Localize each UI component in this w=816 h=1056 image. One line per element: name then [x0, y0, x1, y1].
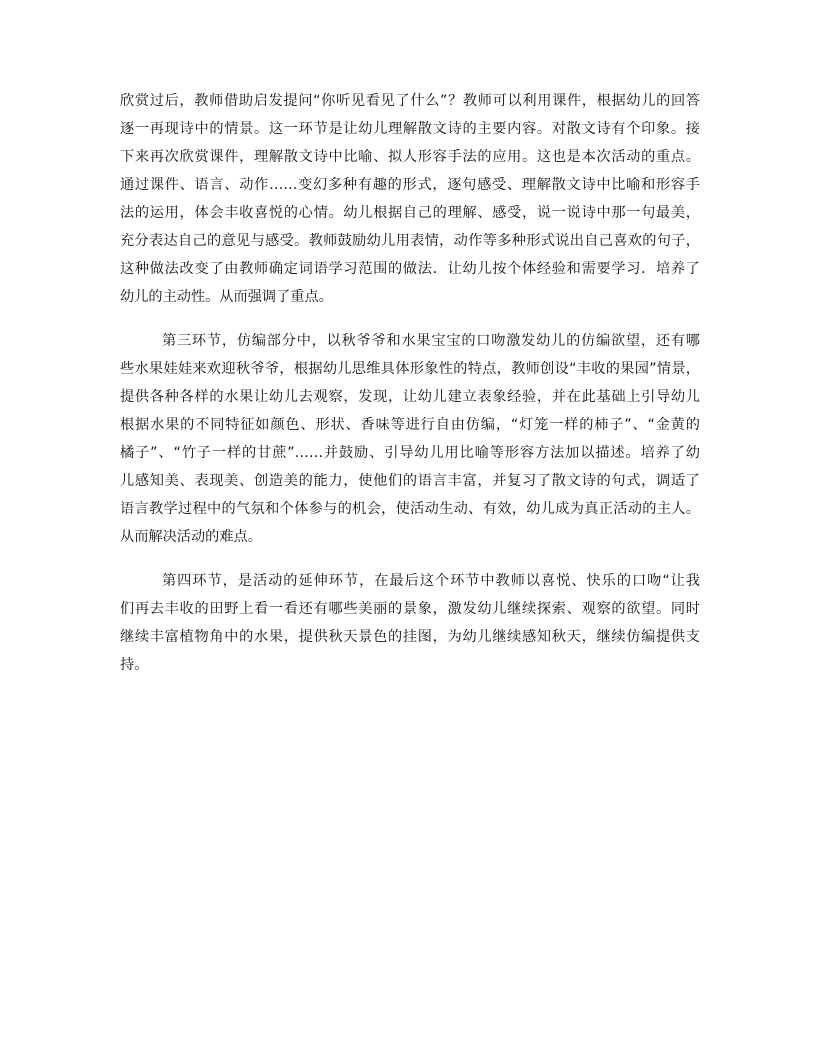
text-line: 通过课件、语言、动作……变幻多种有趣的形式，逐句感受、理解散文诗中比喻和形容手 — [120, 177, 700, 193]
text-line: 语言教学过程中的气氛和个体参与的机会，使活动生动、有效，幼儿成为真正活动的主人。 — [120, 501, 700, 517]
document-page — [120, 87, 700, 679]
text-line: 们再去丰收的田野上看一看还有哪些美丽的景象，激发幼儿继续探索、观察的欲望。同时 — [120, 601, 700, 617]
text-line: 逐一再现诗中的情景。这一环节是让幼儿理解散文诗的主要内容。对散文诗有个印象。接 — [120, 121, 700, 137]
text-line: 提供各种各样的水果让幼儿去观察，发现，让幼儿建立表象经验，并在此基础上引导幼儿 — [120, 389, 700, 405]
text-line: 继续丰富植物角中的水果，提供秋天景色的挂图，为幼儿继续感知秋天，继续仿编提供支 — [120, 629, 700, 645]
text-line: 橘子”、“竹子一样的甘蔗”……并鼓励、引导幼儿用比喻等形容方法加以描述。培养了幼 — [120, 445, 700, 461]
paragraph-2 — [120, 327, 700, 551]
text-line: 持。 — [120, 657, 149, 673]
text-line: 第四环节，是活动的延伸环节，在最后这个环节中教师以喜悦、快乐的口吻“让我 — [162, 573, 700, 589]
text-line: 欣赏过后，教师借助启发提问“你听见看见了什么”？教师可以利用课件，根据幼儿的回答 — [120, 93, 700, 109]
text-line: 下来再次欣赏课件，理解散文诗中比喻、拟人形容手法的应用。这也是本次活动的重点。 — [120, 149, 700, 165]
text-line: 这种做法改变了由教师确定词语学习范围的做法．让幼儿按个体经验和需要学习．培养了 — [120, 261, 700, 277]
text-line: 充分表达自己的意见与感受。教师鼓励幼儿用表情，动作等多种形式说出自己喜欢的句子， — [120, 233, 700, 249]
text-line: 第三环节，仿编部分中，以秋爷爷和水果宝宝的口吻激发幼儿的仿编欲望，还有哪 — [162, 333, 700, 349]
text-line: 儿感知美、表现美、创造美的能力，使他们的语言丰富，并复习了散文诗的句式，调适了 — [120, 473, 700, 489]
text-line: 从而解决活动的难点。 — [120, 529, 262, 545]
text-line: 根据水果的不同特征如颜色、形状、香味等进行自由仿编，“灯笼一样的柿子”、“金黄的 — [120, 417, 700, 433]
text-line: 些水果娃娃来欢迎秋爷爷，根据幼儿思维具体形象性的特点，教师创设“丰收的果园”情景， — [120, 361, 700, 377]
text-line: 法的运用，体会丰收喜悦的心情。幼儿根据自己的理解、感受，说一说诗中那一句最美， — [120, 205, 700, 221]
paragraph-1 — [120, 87, 700, 311]
paragraph-3 — [120, 567, 700, 679]
text-line: 幼儿的主动性。从而强调了重点。 — [120, 289, 333, 305]
